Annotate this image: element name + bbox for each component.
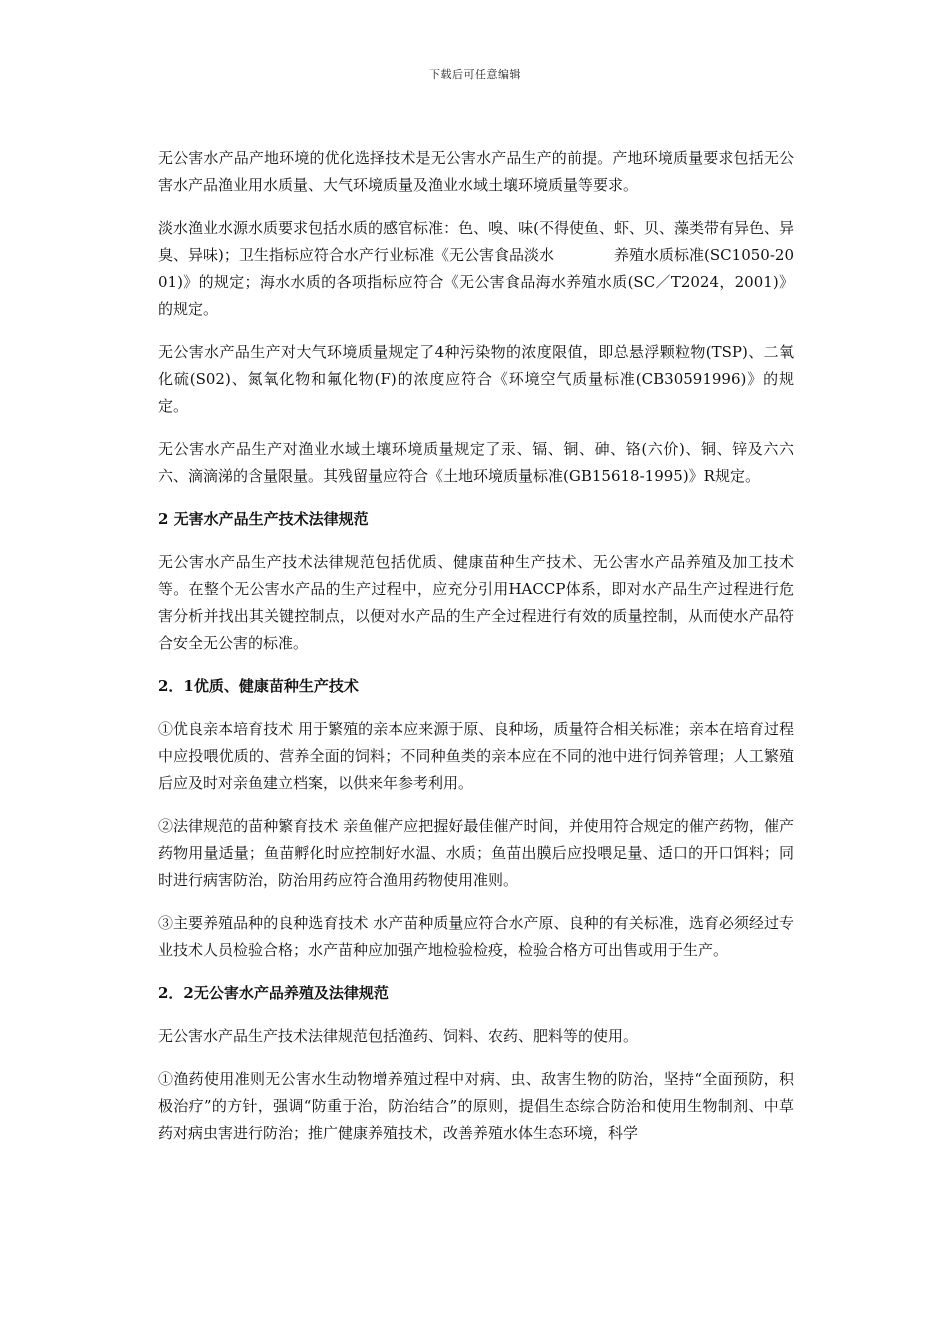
section-heading-2: 2 无害水产品生产技术法律规范: [158, 510, 369, 528]
section-heading-2-1: 2．1优质、健康苗种生产技术: [158, 677, 359, 695]
paragraph-freshwater-quality: 淡水渔业水源水质要求包括水质的感官标准：色、嗅、味(不得使鱼、虾、贝、藻类带有异色、异臭、异味)；卫生指标应符合水产行业标准《无公害食品淡水 养殖水质标准(SC1050-2001)》的规定；海水水质的各项指标应符合《无公害食品海水养殖水质(SC／T2024，2001)》的规定。: [158, 219, 794, 318]
paragraph-soil-quality: 无公害水产品生产对渔业水域土壤环境质量规定了汞、镉、铜、砷、铬(六价)、铜、锌及六六六、滴滴涕的含量限量。其残留量应符合《土地环境质量标准(GB15618-1995)》R规定。: [158, 440, 794, 485]
paragraph-fry-breeding: ②法律规范的苗种繁育技术 亲鱼催产应把握好最佳催产时间，并使用符合规定的催产药物，催产药物用量适量；鱼苗孵化时应控制好水温、水质；鱼苗出膜后应投喂足量、适口的开口饵料；同时进行病害防治，防治用药应符合渔用药物使用准则。: [158, 817, 794, 889]
page-header: 下载后可任意编辑: [429, 68, 521, 81]
paragraph-variety-selection: ③主要养殖品种的良种选育技术 水产苗种质量应符合水产原、良种的有关标准，选育必须经过专业技术人员检验合格；水产苗种应加强产地检验检疫，检验合格方可出售或用于生产。: [158, 914, 794, 959]
document-body: [158, 145, 794, 1163]
paragraph-inputs-usage: 无公害水产品生产技术法律规范包括渔药、饲料、农药、肥料等的使用。: [158, 1027, 639, 1045]
paragraph-technical-regulations: 无公害水产品生产技术法律规范包括优质、健康苗种生产技术、无公害水产品养殖及加工技术等。在整个无公害水产品的生产过程中，应充分引用HACCP体系，即对水产品生产过程进行危害分析并找出其关键控制点，以便对水产品的生产全过程进行有效的质量控制，从而使水产品符合安全无公害的标准。: [158, 553, 794, 652]
section-heading-2-2: 2．2无公害水产品养殖及法律规范: [158, 984, 389, 1002]
paragraph-broodstock-cultivation: ①优良亲本培育技术 用于繁殖的亲本应来源于原、良种场，质量符合相关标准；亲本在培育过程中应投喂优质的、营养全面的饲料；不同种鱼类的亲本应在不同的池中进行饲养管理；人工繁殖后应及时对亲鱼建立档案，以供来年参考利用。: [158, 720, 794, 792]
paragraph-production-environment: 无公害水产品产地环境的优化选择技术是无公害水产品生产的前提。产地环境质量要求包括无公害水产品渔业用水质量、大气环境质量及渔业水域土壤环境质量等要求。: [158, 149, 794, 194]
paragraph-fishery-drug-rules: ①渔药使用准则无公害水生动物增养殖过程中对病、虫、敌害生物的防治，坚持“全面预防，积极治疗”的方针，强调“防重于治，防治结合”的原则，提倡生态综合防治和使用生物制剂、中草药对病虫害进行防治；推广健康养殖技术，改善养殖水体生态环境，科学: [158, 1070, 794, 1142]
paragraph-air-quality: 无公害水产品生产对大气环境质量规定了4种污染物的浓度限值，即总悬浮颗粒物(TSP)、二氧化硫(S02)、氮氧化物和氟化物(F)的浓度应符合《环境空气质量标准(CB30591996)》的规定。: [158, 343, 794, 415]
